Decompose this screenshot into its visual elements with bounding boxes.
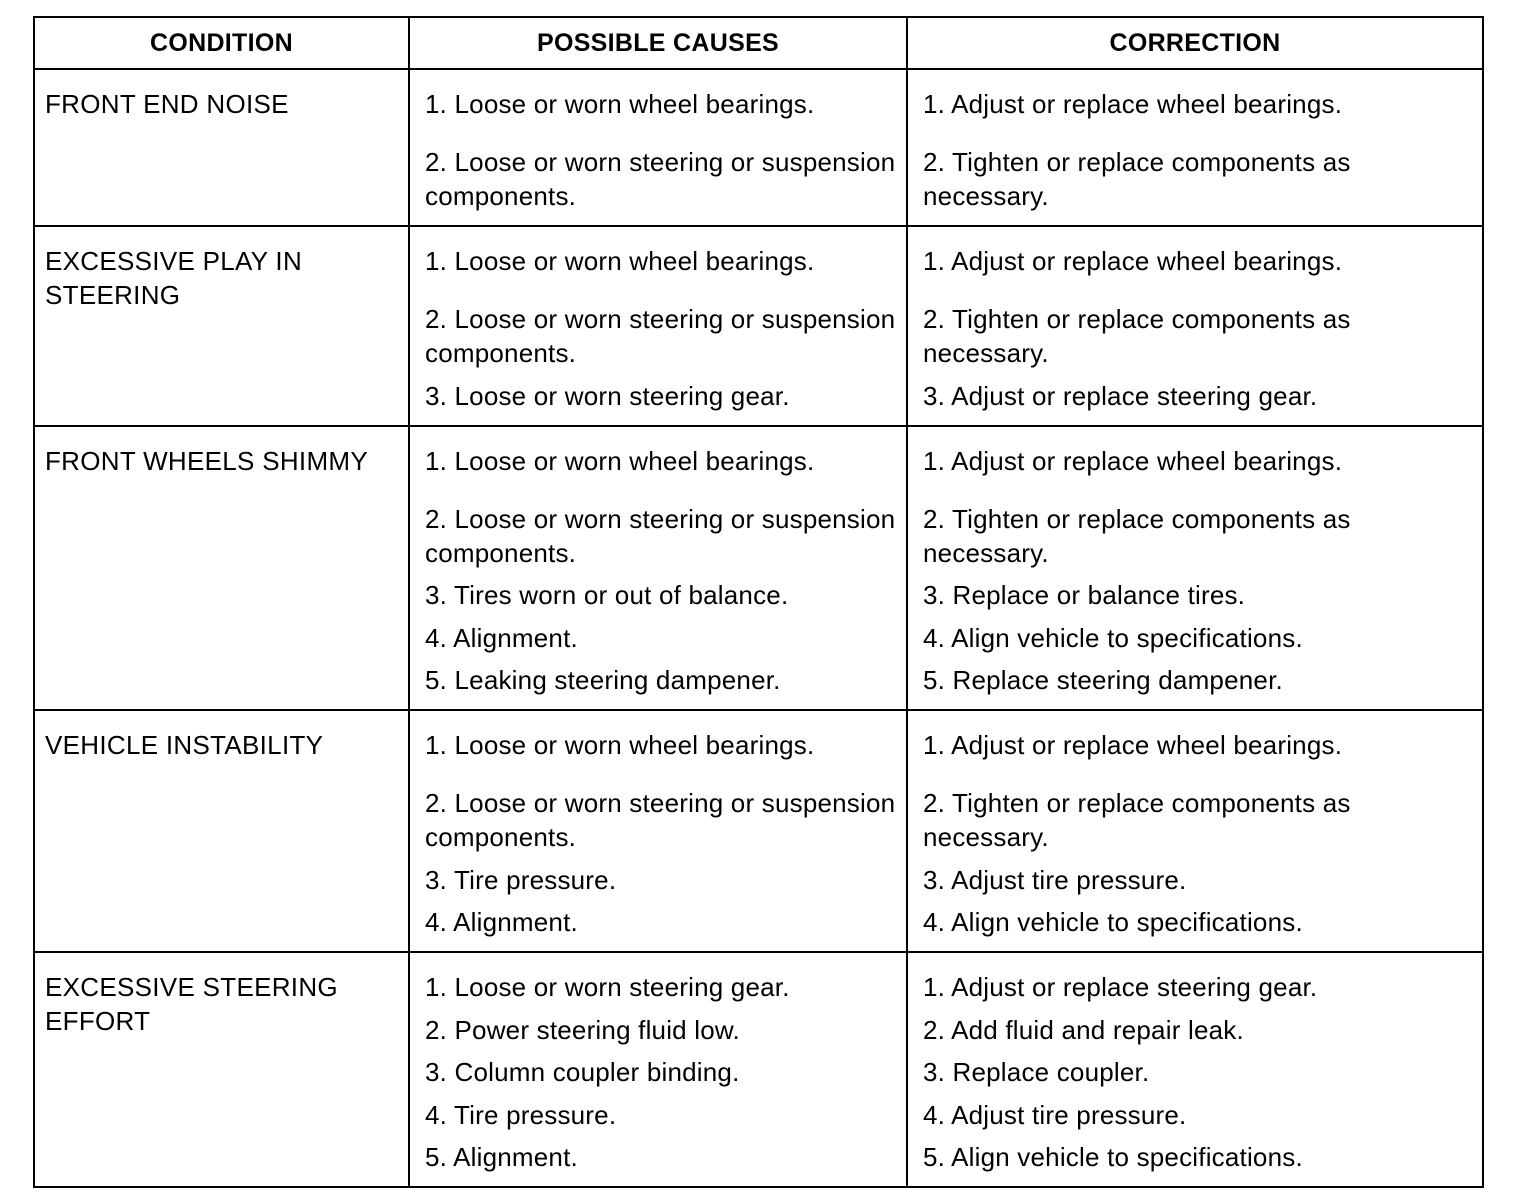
- cause-item: 1. Loose or worn wheel bearings.: [425, 445, 815, 476]
- correction-item: 4. Align vehicle to specifications.: [923, 907, 1303, 937]
- cause-item: 1. Loose or worn wheel bearings.: [425, 730, 815, 760]
- correction-item: 3. Replace coupler.: [923, 1057, 1150, 1087]
- causes-cell: [409, 952, 907, 1187]
- cause-item: 2. Loose or worn steering or suspension components.: [425, 503, 896, 568]
- correction-item: 3. Replace or balance tires.: [923, 580, 1246, 610]
- cause-item: 4. Tire pressure.: [425, 1099, 617, 1130]
- causes-cell: [409, 226, 907, 426]
- header-possible-causes: POSSIBLE CAUSES: [409, 17, 907, 69]
- causes-cell: [409, 69, 907, 226]
- correction-item: 5. Align vehicle to specifications.: [923, 1142, 1303, 1172]
- correction-item: 2. Add fluid and repair leak.: [923, 1014, 1244, 1045]
- table-row: [34, 69, 1483, 226]
- correction-item: 1. Adjust or replace wheel bearings.: [923, 89, 1343, 119]
- condition-cell: FRONT END NOISE: [34, 69, 409, 226]
- correction-item: 5. Replace steering dampener.: [923, 665, 1283, 695]
- cause-item: 3. Tires worn or out of balance.: [425, 580, 789, 610]
- cause-item: 5. Leaking steering dampener.: [425, 665, 781, 695]
- correction-item: 3. Adjust or replace steering gear.: [923, 380, 1318, 411]
- correction-item: 1. Adjust or replace wheel bearings.: [923, 246, 1343, 276]
- correction-item: 1. Adjust or replace steering gear.: [923, 972, 1318, 1002]
- correction-item: 3. Adjust tire pressure.: [923, 864, 1187, 895]
- correction-item: 2. Tighten or replace components as necessary.: [923, 147, 1351, 211]
- causes-cell: [409, 426, 907, 711]
- cause-item: 2. Loose or worn steering or suspension components.: [425, 788, 896, 852]
- condition-cell: EXCESSIVE PLAY IN STEERING: [34, 226, 409, 426]
- diagnosis-table: [33, 16, 1484, 1188]
- table-row: [34, 710, 1483, 952]
- condition-cell: FRONT WHEELS SHIMMY: [34, 426, 409, 711]
- correction-item: 2. Tighten or replace components as necessary.: [923, 788, 1351, 852]
- cause-item: 4. Alignment.: [425, 622, 578, 653]
- cause-item: 1. Loose or worn wheel bearings.: [425, 246, 815, 276]
- header-condition: CONDITION: [34, 17, 409, 69]
- cause-item: 2. Power steering fluid low.: [425, 1014, 740, 1045]
- correction-item: 4. Adjust tire pressure.: [923, 1099, 1187, 1130]
- header-correction: CORRECTION: [907, 17, 1483, 69]
- corrections-cell: [907, 226, 1483, 426]
- correction-item: 4. Align vehicle to specifications.: [923, 622, 1303, 653]
- cause-item: 5. Alignment.: [425, 1142, 578, 1172]
- header-row: [34, 17, 1483, 69]
- corrections-cell: [907, 710, 1483, 952]
- cause-item: 2. Loose or worn steering or suspension components.: [425, 147, 896, 211]
- cause-item: 2. Loose or worn steering or suspension components.: [425, 304, 896, 368]
- correction-item: 2. Tighten or replace components as necessary.: [923, 503, 1351, 568]
- cause-item: 3. Loose or worn steering gear.: [425, 380, 790, 411]
- cause-item: 3. Tire pressure.: [425, 864, 617, 895]
- correction-item: 1. Adjust or replace wheel bearings.: [923, 730, 1343, 760]
- correction-item: 1. Adjust or replace wheel bearings.: [923, 445, 1343, 476]
- condition-cell: VEHICLE INSTABILITY: [34, 710, 409, 952]
- table-body: [34, 69, 1483, 1187]
- table-row: [34, 952, 1483, 1187]
- corrections-cell: [907, 69, 1483, 226]
- corrections-cell: [907, 426, 1483, 711]
- table-row: [34, 226, 1483, 426]
- cause-item: 1. Loose or worn steering gear.: [425, 972, 790, 1002]
- cause-item: 4. Alignment.: [425, 907, 578, 937]
- cause-item: 1. Loose or worn wheel bearings.: [425, 89, 815, 119]
- table-row: [34, 426, 1483, 711]
- condition-cell: EXCESSIVE STEERING EFFORT: [34, 952, 409, 1187]
- cause-item: 3. Column coupler binding.: [425, 1057, 740, 1087]
- correction-item: 2. Tighten or replace components as necessary.: [923, 304, 1351, 368]
- causes-cell: [409, 710, 907, 952]
- corrections-cell: [907, 952, 1483, 1187]
